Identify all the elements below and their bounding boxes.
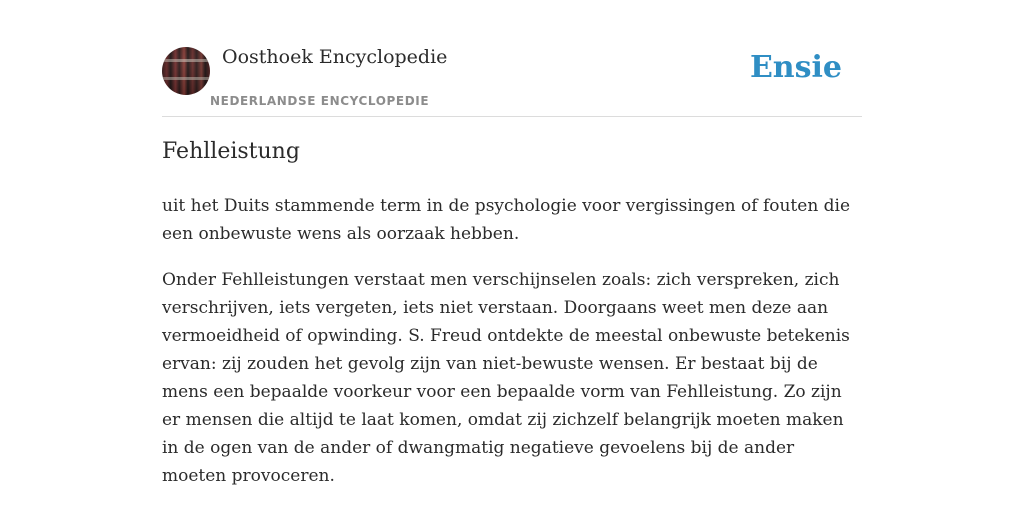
article-body (162, 192, 862, 508)
page-container (162, 0, 862, 486)
encyclopedia-books-icon[interactable] (162, 47, 210, 95)
site-name-link[interactable]: Oosthoek Encyclopedie (222, 46, 448, 68)
site-subtitle: NEDERLANDSE ENCYCLOPEDIE (210, 94, 430, 108)
article-paragraph: uit het Duits stammende term in de psychologie voor vergissingen of fouten die een onbewuste wens als oorzaak hebben. (162, 196, 851, 244)
article-title: Fehlleistung (162, 139, 300, 164)
ensie-logo-link[interactable]: Ensie (749, 50, 842, 85)
site-header (162, 0, 862, 117)
article-paragraph: Onder Fehlleistungen verstaat men verschijnselen zoals: zich verspreken, zich verschrijven, iets vergeten, iets niet verstaan. Doorgaans weet men deze aan vermoeidheid of opwinding. S. Freud ontdekte de meestal onbewuste betekenis ervan: zij zouden het gevolg zijn van niet-bewuste wensen. Er bestaat bij de mens een bepaalde voorkeur voor een bepaalde vorm van Fehlleistung. Zo zijn er mensen die altijd te laat komen, omdat zij zichzelf belangrijk moeten maken in de ogen van de ander of dwangmatig negatieve gevoelens bij de ander moeten provoceren. (162, 270, 850, 486)
